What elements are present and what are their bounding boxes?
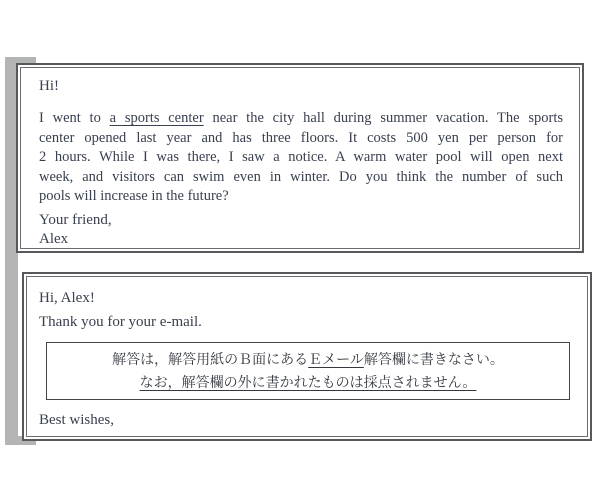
email-reply-content [27,277,587,436]
email1-body-line [39,109,563,129]
answer-instruction-box [46,342,570,400]
email-from-alex-box [16,63,584,253]
email2-opening: Thank you for your e-mail. [39,314,202,330]
instruction-line2 [47,371,569,394]
instruction-line1 [47,348,569,371]
email1-body-line: center opened last year and has three floors. It costs 500 yen per person for [39,129,563,146]
email1-body [39,109,563,207]
email1-greeting: Hi! [39,78,59,94]
email1-body-line: 2 hours. While I was there, I saw a notice. A warm water pool will open next [39,149,563,165]
email1-closing: Your friend, [39,211,112,228]
email1-body-line: week, and visitors can swim even in winter. Do you think the number of such [39,168,563,185]
email1-body-text: I went to [39,110,110,126]
email2-closing: Best wishes, [39,412,114,428]
email-reply-box [22,272,592,441]
instruction-line1-pre: 解答は，解答用紙のＢ面にある [112,351,309,367]
instruction-line1-post: 解答欄に書きなさい。 [363,351,504,367]
underlined-phrase-sports-center: a sports center [109,110,204,126]
email2-greeting: Hi, Alex! [39,290,95,306]
email1-body-line: pools will increase in the future? [39,188,229,204]
email1-signature-block [39,211,563,249]
email-from-alex-content [21,68,579,248]
email1-body-text: near the city hall during summer vacation. The sports [203,110,563,126]
email1-signature: Alex [39,230,69,247]
instruction-line2-underlined: なお，解答欄の外に書かれたものは採点されません。 [139,373,477,390]
instruction-line1-underlined: Ｅメール [308,351,364,367]
